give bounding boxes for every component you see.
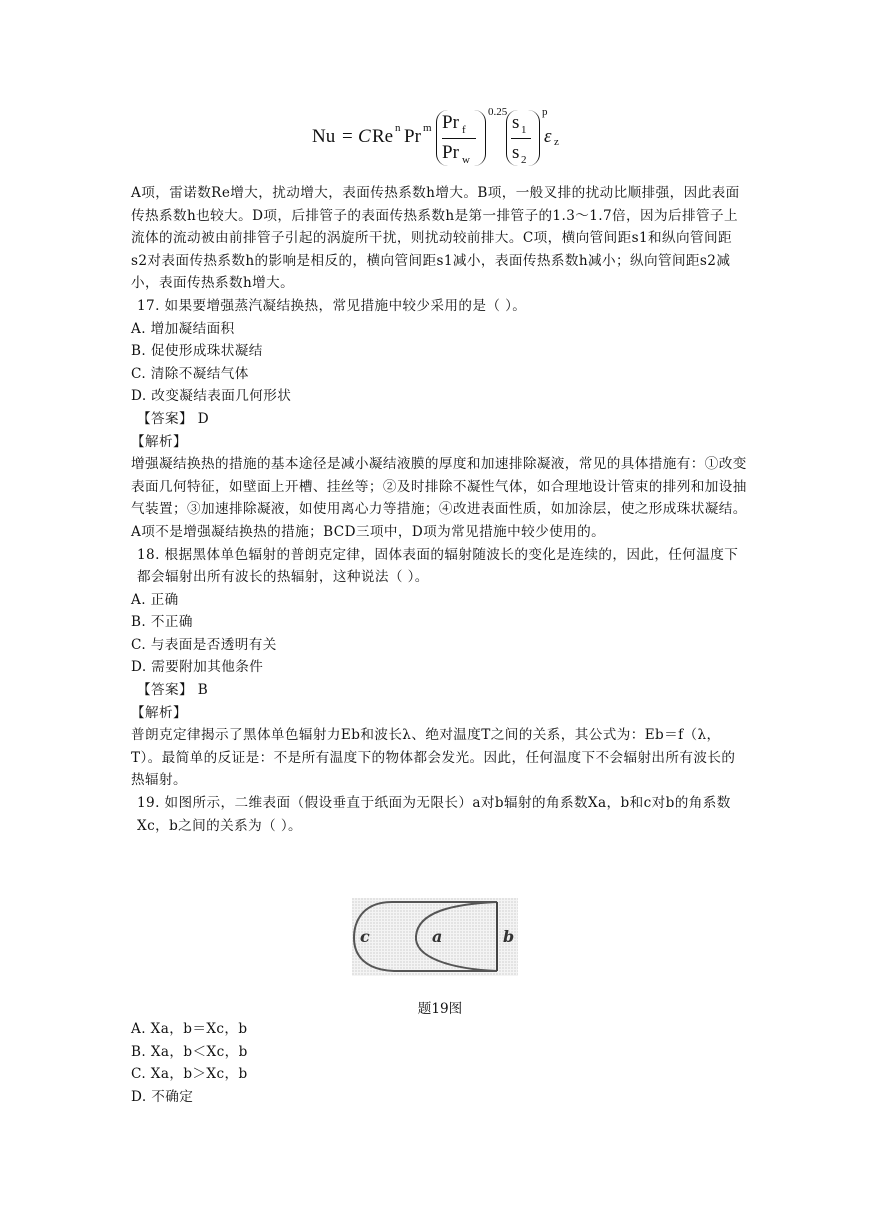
formula-n: n — [395, 122, 401, 134]
question-19-figure — [352, 898, 518, 976]
main-text — [131, 182, 747, 837]
formula-nu: Nu — [312, 126, 336, 147]
question-17-option-a: A. 增加凝结面积 — [131, 320, 235, 337]
formula-fraction-bar-2 — [511, 138, 531, 139]
formula-prw: Pr — [442, 142, 459, 163]
figure-label-b: b — [503, 927, 515, 946]
figure-label-a: a — [432, 927, 443, 946]
question-19-stem: 19. 如图所示，二维表面（假设垂直于纸面为无限长）a对b辐射的角系数Xa，b和c对b的角系数Xc，b之间的关系为（ ）。 — [137, 795, 731, 834]
question-17-stem: 17. 如果要增强蒸汽凝结换热，常见措施中较少采用的是（ ）。 — [137, 297, 527, 314]
question-18-option-c: C. 与表面是否透明有关 — [131, 636, 277, 653]
formula-exp1: 0.25 — [488, 106, 508, 118]
formula-z: z — [554, 136, 559, 148]
formula-fraction-bar-1 — [442, 138, 476, 139]
question-17-option-d: D. 改变凝结表面几何形状 — [131, 388, 292, 405]
formula-sub1: 1 — [521, 124, 527, 136]
formula-s1: s — [512, 112, 520, 133]
formula-c: C — [358, 126, 371, 147]
question-19-option-a: A. Xa，b＝Xc，b — [131, 1021, 248, 1037]
figure-label-c: c — [360, 927, 370, 946]
nusselt-formula — [312, 104, 572, 176]
question-19-options — [131, 1018, 531, 1108]
question-17-analysis-label: 【解析】 — [131, 433, 187, 450]
formula-eps: ε — [544, 126, 552, 147]
question-18-stem: 18. 根据黑体单色辐射的普朗克定律，固体表面的辐射随波长的变化是连续的，因此，任何温度下都会辐射出所有波长的热辐射，这种说法（ ）。 — [137, 546, 739, 586]
question-18-option-b: B. 不正确 — [131, 614, 193, 631]
question-18-option-d: D. 需要附加其他条件 — [131, 659, 264, 676]
formula-p: p — [542, 106, 548, 118]
formula-w: w — [462, 154, 470, 166]
formula-pr: Pr — [404, 126, 421, 147]
explanation-16: A项，雷诺数Re增大，扰动增大，表面传热系数h增大。B项，一般叉排的扰动比顺排强，因此表面传热系数h也较大。D项，后排管子的表面传热系数h是第一排管子的1.3～1.7倍，因为后排管子上流体的流动被由前排管子引起的涡旋所干扰，则扰动较前排大。C项，横向管间距s1和纵向管间距s2对表面传热系数h的影响是相反的，横向管间距s1减小，表面传热系数h减小；纵向管间距s2减小，表面传热系数h增大。 — [131, 185, 740, 292]
formula-sub2: 2 — [521, 154, 527, 166]
question-18-analysis-label: 【解析】 — [131, 704, 187, 721]
question-18-answer: 【答案】 B — [137, 682, 209, 699]
formula-s2: s — [512, 142, 520, 163]
formula-prf: Pr — [442, 112, 459, 133]
question-19-option-d: D. 不确定 — [131, 1088, 194, 1105]
question-17-option-b: B. 促使形成珠状凝结 — [131, 343, 263, 360]
formula-m: m — [423, 122, 432, 134]
formula-eq: = — [342, 126, 353, 147]
figure-caption: 题19图 — [417, 1001, 463, 1017]
question-18-analysis: 普朗克定律揭示了黑体单色辐射力Eb和波长λ、绝对温度T之间的关系，其公式为：Eb＝f（λ，T）。最简单的反证是：不是所有温度下的物体都会发光。因此，任何温度下不会辐射出所有波长的热辐射。 — [131, 727, 736, 789]
question-18-option-a: A. 正确 — [131, 591, 179, 608]
question-17-answer: 【答案】 D — [137, 410, 209, 427]
formula-re: Re — [372, 126, 394, 147]
question-17-option-c: C. 清除不凝结气体 — [131, 365, 249, 382]
question-19-option-c: C. Xa，b＞Xc，b — [131, 1066, 248, 1083]
formula-f: f — [462, 124, 466, 136]
question-17-analysis: 增强凝结换热的措施的基本途径是减小凝结液膜的厚度和加速排除凝液，常见的具体措施有：①改变表面几何特征，如壁面上开槽、挂丝等；②及时排除不凝性气体，如合理地设计管束的排列和加设抽气装置；③加速排除凝液，如使用离心力等措施；④改进表面性质，如加涂层，使之形成珠状凝结。A项不是增强凝结换热的措施；BCD三项中，D项为常见措施中较少使用的。 — [131, 456, 747, 540]
question-19-option-b: B. Xa，b＜Xc，b — [131, 1043, 248, 1060]
